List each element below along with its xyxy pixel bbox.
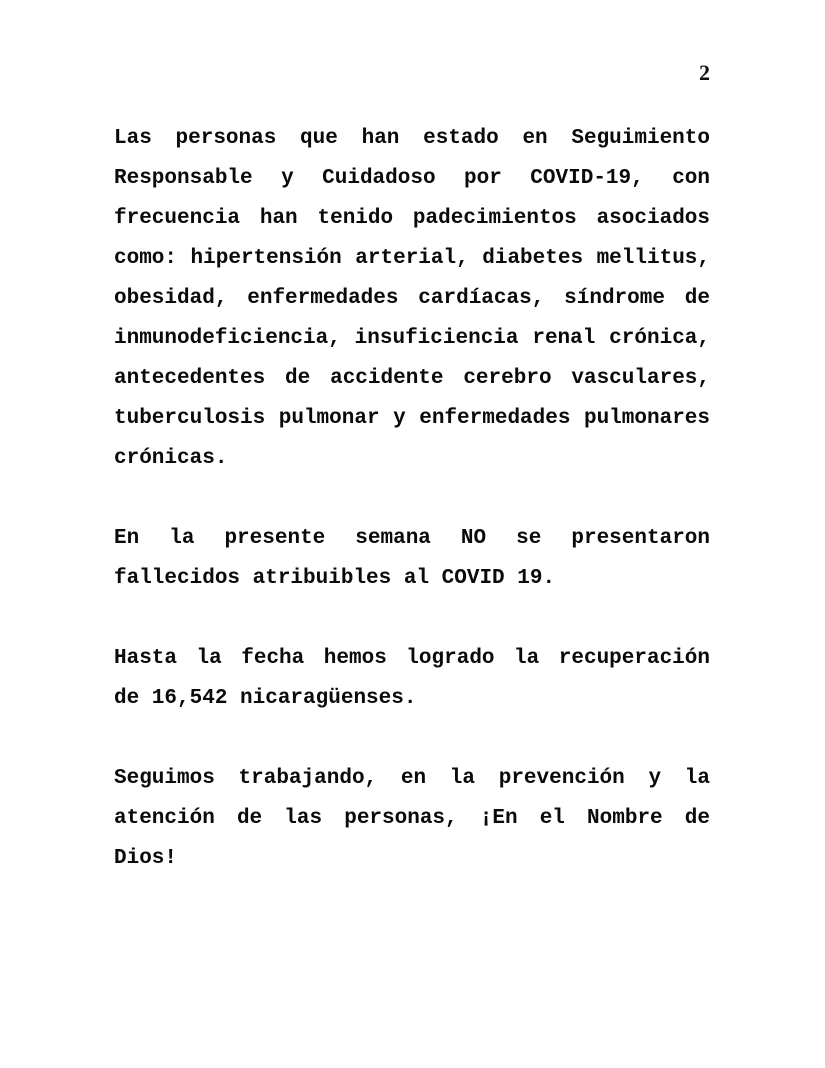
document-body (114, 119, 710, 879)
paragraph (114, 519, 710, 599)
text-line: de 16,542 nicaragüenses. (114, 687, 417, 710)
text-line: Seguimos trabajando, en la prevención y la (114, 767, 710, 790)
text-line: inmunodeficiencia, insuficiencia renal crónica, (114, 327, 710, 350)
paragraph (114, 759, 710, 879)
paragraph (114, 119, 710, 479)
text-line: como: hipertensión arterial, diabetes mellitus, (114, 247, 710, 270)
text-line: crónicas. (114, 447, 228, 470)
text-line: fallecidos atribuibles al COVID 19. (114, 567, 556, 590)
text-line: Responsable y Cuidadoso por COVID-19, con (114, 167, 710, 190)
text-line: Dios! (114, 847, 178, 870)
paragraph (114, 639, 710, 719)
text-line: antecedentes de accidente cerebro vasculares, (114, 367, 710, 390)
text-line: obesidad, enfermedades cardíacas, síndrome de (114, 287, 710, 310)
text-line: atención de las personas, ¡En el Nombre de (114, 807, 710, 830)
text-line: Las personas que han estado en Seguimiento (114, 127, 710, 150)
text-line: tuberculosis pulmonar y enfermedades pulmonares (114, 407, 710, 430)
text-line: Hasta la fecha hemos logrado la recuperación (114, 647, 710, 670)
page-number: 2 (699, 60, 710, 85)
text-line: En la presente semana NO se presentaron (114, 527, 710, 550)
text-line: frecuencia han tenido padecimientos asociados (114, 207, 710, 230)
